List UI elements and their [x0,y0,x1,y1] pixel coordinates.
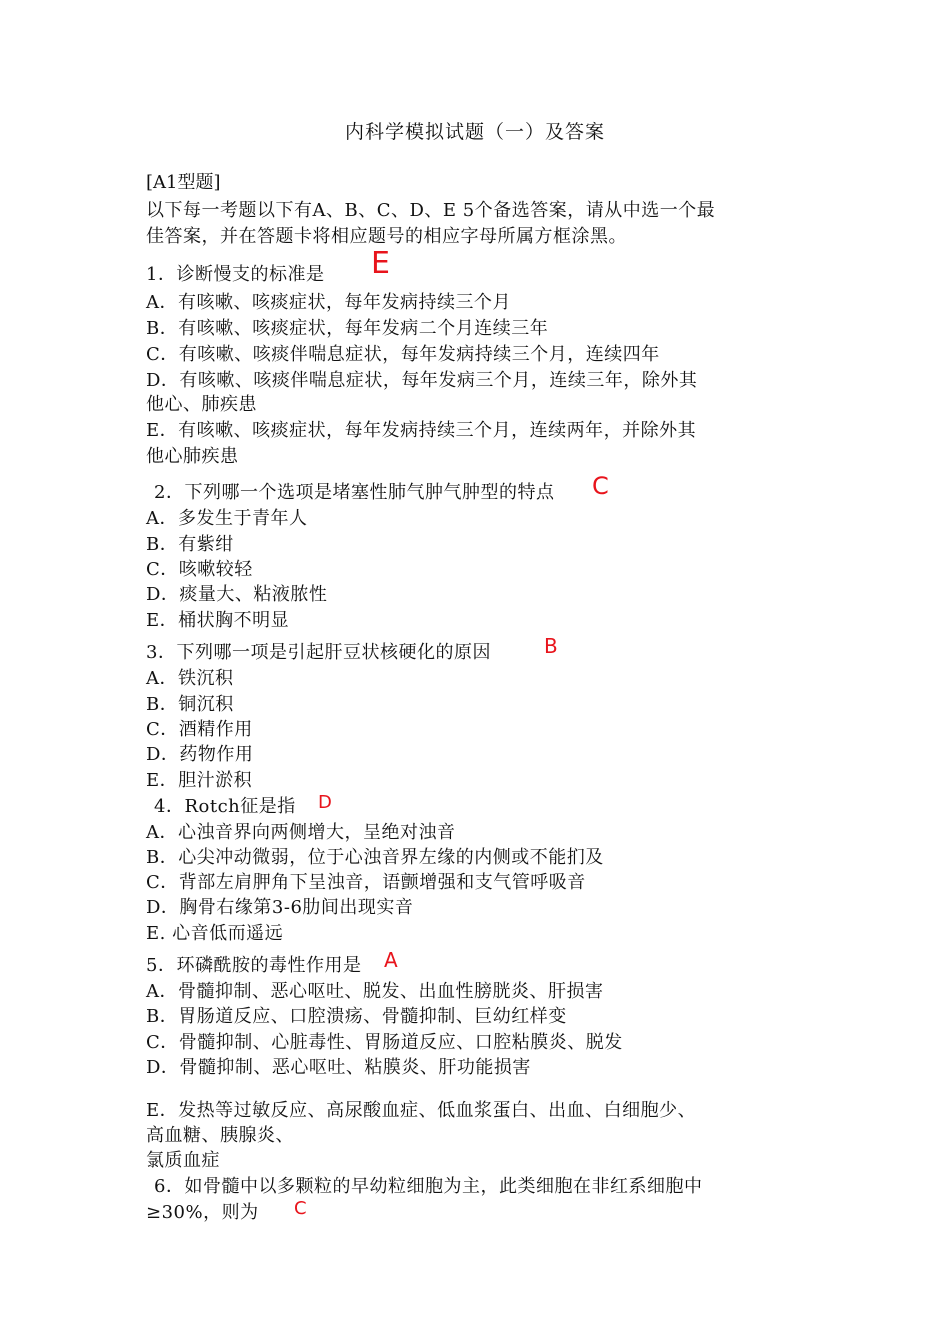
question-4-option-b: B．心尖冲动微弱，位于心浊音界左缘的内侧或不能扪及 [146,847,604,868]
question-2-text: 2．下列哪一个选项是堵塞性肺气肿气肿型的特点 [154,482,555,503]
question-2-option-e: E．桶状胸不明显 [146,610,290,631]
question-1-stem [146,246,391,286]
question-4-option-d: D．胸骨右缘第3-6肋间出现实音 [146,897,414,918]
question-5-stem [146,948,399,977]
question-6-answer: C [294,1198,308,1219]
question-1-option-e-line-1: E．有咳嗽、咳痰症状，每年发病持续三个月，连续两年，并除外其 [146,420,697,441]
section-type-label: [A1型题] [146,172,221,193]
question-3-stem [146,634,559,664]
question-5-option-d: D．骨髓抑制、恶心呕吐、粘膜炎、肝功能损害 [146,1057,531,1078]
question-1-option-a: A．有咳嗽、咳痰症状，每年发病持续三个月 [146,292,511,313]
question-4-option-c: C．背部左肩胛角下呈浊音，语颤增强和支气管呼吸音 [146,872,586,893]
question-5-option-a: A．骨髓抑制、恶心呕吐、脱发、出血性膀胱炎、肝损害 [146,981,604,1002]
question-5-answer: A [384,948,399,972]
question-3-option-a: A．铁沉积 [146,668,234,689]
question-5-option-b: B．胃肠道反应、口腔溃疡、骨髓抑制、巨幼红样变 [146,1006,567,1027]
question-2-option-a: A．多发生于青年人 [146,508,308,529]
question-6-text: ≥30%，则为 [146,1202,259,1223]
question-1-option-d-line-1: D．有咳嗽、咳痰伴喘息症状，每年发病三个月，连续三年，除外其 [146,370,698,391]
question-1-option-c: C．有咳嗽、咳痰伴喘息症状，每年发病持续三个月，连续四年 [146,344,660,365]
question-1-option-d-line-2: 他心、肺疾患 [146,394,257,415]
instructions-line-2: 佳答案，并在答题卡将相应题号的相应字母所属方框涂黑。 [146,226,627,247]
question-3-answer: B [544,634,559,658]
question-2-option-b: B．有紫绀 [146,534,234,555]
question-5-option-e-line-3: 氯质血症 [146,1150,220,1171]
question-5-option-e-line-1: E．发热等过敏反应、高尿酸血症、低血浆蛋白、出血、白细胞少、 [146,1100,697,1121]
instructions-line-1: 以下每一考题以下有A、B、C、D、E 5个备选答案，请从中选一个最 [146,200,716,221]
question-3-option-b: B．铜沉积 [146,694,234,715]
question-3-option-e: E．胆汁淤积 [146,770,253,791]
question-1-answer: E [371,246,391,281]
question-1-text: 1．诊断慢支的标准是 [146,264,325,285]
question-2-stem [154,472,610,504]
question-2-option-d: D．痰量大、粘液脓性 [146,584,328,605]
question-4-stem [154,792,333,818]
question-1-option-b: B．有咳嗽、咳痰症状，每年发病二个月连续三年 [146,318,549,339]
question-5-text: 5．环磷酰胺的毒性作用是 [146,955,362,976]
question-1-option-e-line-2: 他心肺疾患 [146,446,239,467]
question-5-option-c: C．骨髓抑制、心脏毒性、胃肠道反应、口腔粘膜炎、脱发 [146,1032,623,1053]
question-5-option-e-line-2: 高血糖、胰腺炎、 [146,1125,294,1146]
question-4-answer: D [318,792,333,813]
question-4-option-e: E. 心音低而遥远 [146,923,284,944]
question-3-text: 3．下列哪一项是引起肝豆状核硬化的原因 [146,642,491,663]
question-3-option-d: D．药物作用 [146,744,254,765]
question-2-answer: C [592,472,610,500]
question-4-text: 4．Rotch征是指 [154,796,296,817]
question-6-stem-line-1: 6．如骨髓中以多颗粒的早幼粒细胞为主，此类细胞在非红系细胞中 [154,1176,703,1197]
page-title: 内科学模拟试题（一）及答案 [344,121,605,143]
question-3-option-c: C．酒精作用 [146,719,253,740]
question-6-stem-line-2 [146,1198,308,1224]
question-4-option-a: A．心浊音界向两侧增大，呈绝对浊音 [146,822,456,843]
question-2-option-c: C．咳嗽较轻 [146,559,253,580]
